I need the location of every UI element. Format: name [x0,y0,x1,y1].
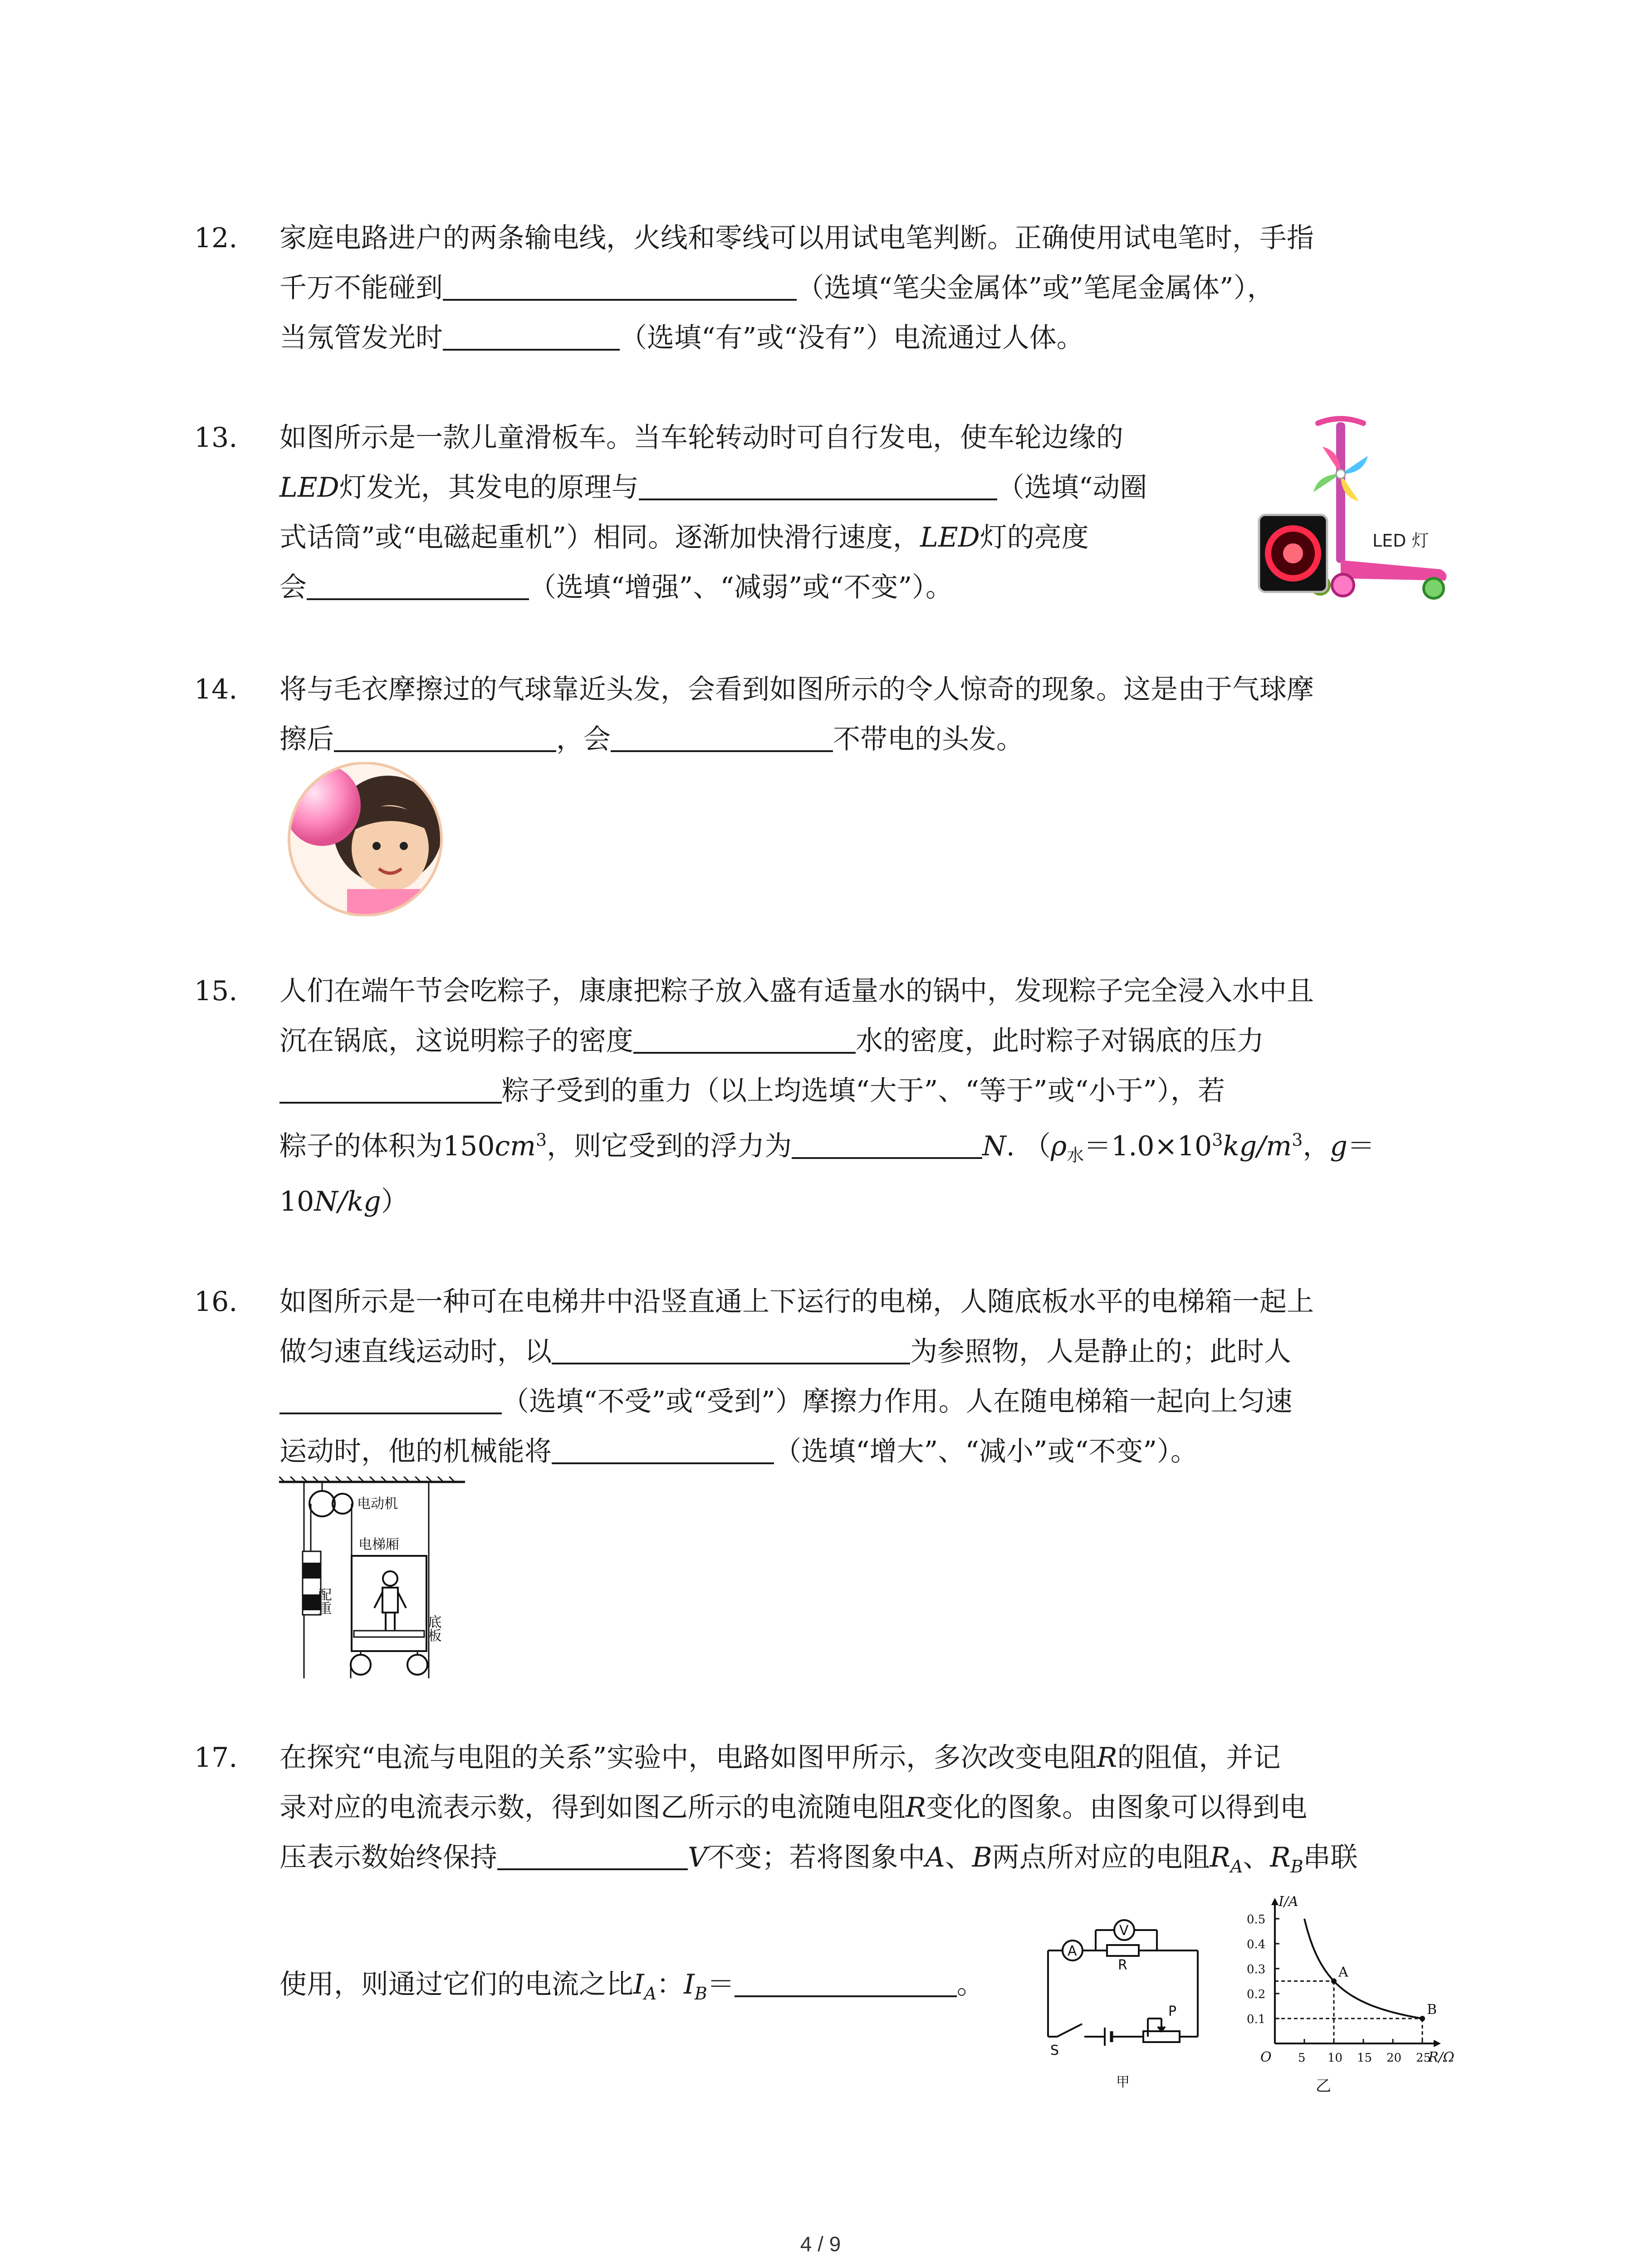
question-14: 14. 将与毛衣摩擦过的气球靠近头发，会看到如图所示的令人惊奇的现象。这是由于气球摩 擦后 ，会 不带电的头发。 [226,665,1452,764]
cabin-label: 电梯厢 [358,1537,399,1553]
slider-label: P [1168,2004,1177,2019]
answer-blank-3[interactable] [552,1431,774,1464]
y-axis-label: I/A [1279,1894,1298,1910]
answer-blank-2[interactable] [735,1964,957,1997]
y-tick-label: 0.5 [1247,1913,1266,1926]
resistor-label: R [1118,1957,1127,1973]
y-tick-label: 0.4 [1247,1938,1266,1951]
current-resistance-graph [1239,1892,1465,2096]
question-15: 15. 人们在端午节会吃粽子，康康把粽子放入盛有适量水的锅中，发现粽子完全浸入水中且 沉在锅底，这说明粽子的密度 水的密度，此时粽子对锅底的压力 粽子受到的重力（以上均选填“大于”、“等于”或“小于”），若 粽子的体积为$150cm^3$，则它受到的浮力为 N. （$\rho_水=1.0\times 10^3kg/m^3$，g＝ 10N/kg） [226,966,1452,1227]
circuit-diagram [1039,1919,1234,2091]
point-label: B [1427,2002,1437,2018]
y-tick-label: 0.2 [1247,1988,1266,2001]
motor-label: 电动机 [357,1496,398,1512]
answer-blank-1[interactable] [633,1020,856,1054]
question-12: 12. 家庭电路进户的两条输电线，火线和零线可以用试电笔判断。正确使用试电笔时，手指 千万不能碰到 （选填“笔尖金属体”或”笔尾金属体”）， 当氖管发光时 （选填“有”或“没有”）电流通过人体。 [226,213,1452,363]
answer-blank-1[interactable] [552,1331,910,1364]
question-17-last-line: 使用，则通过它们的电流之比$I_A$：$I_B=$ 。 [226,1960,1043,2009]
figure-caption-yi: 乙 [1316,2077,1331,2095]
floor-label: 底板 [425,1615,441,1642]
answer-blank-2[interactable] [611,719,833,752]
series-line [1304,1919,1422,2019]
question-number: 14. [194,674,238,705]
question-17: 17. 在探究“电流与电阻的关系”实验中，电路如图甲所示，多次改变电阻R的阻值，并记 录对应的电流表示数，得到如图乙所示的电流随电阻R变化的图象。由图象可以得到电 压表示数始终保持 V不变；若将图象中A、B两点所对应的电阻$R_A$、$R_B$串联 [226,1733,1452,1882]
answer-blank-2[interactable] [307,567,529,600]
voltmeter-label: V [1119,1923,1129,1939]
answer-blank-3[interactable] [792,1125,982,1159]
q12-line1: 家庭电路进户的两条输电线，火线和零线可以用试电笔判断。正确使用试电笔时，手指 [279,222,1314,254]
question-number: 16. [194,1286,238,1318]
answer-blank-2[interactable] [279,1381,502,1414]
answer-blank-2[interactable] [443,317,620,351]
balloon-hair-figure [279,762,451,916]
question-number: 17. [194,1742,238,1774]
point-label: A [1338,1964,1348,1980]
x-tick-label: 5 [1298,2051,1306,2065]
question-number: 12. [194,222,238,254]
answer-blank-1[interactable] [497,1837,688,1870]
counterweight-label: 配重 [315,1588,332,1615]
x-tick-label: 10 [1327,2051,1343,2065]
data-point [1331,1979,1337,1984]
question-16: 16. 如图所示是一种可在电梯井中沿竖直通上下运行的电梯，人随底板水平的电梯箱一起上 做匀速直线运动时，以 为参照物，人是静止的；此时人 （选填“不受”或“受到”）摩擦力作用。人在随电梯箱一起向上匀速 运动时，他的机械能将 （选填“增大”、“减小”或“不变”）。 [226,1277,1452,1476]
x-axis-label: R/Ω [1428,2049,1455,2065]
led-label: LED 灯 [1372,531,1429,551]
person-icon [374,1571,406,1631]
answer-blank-1[interactable] [334,719,556,752]
figure-caption-jia: 甲 [1116,2074,1130,2090]
answer-blank-2[interactable] [279,1070,502,1104]
x-tick-label: 25 [1416,2051,1431,2065]
y-tick-label: 0.3 [1247,1963,1266,1976]
ammeter-label: A [1068,1943,1077,1959]
y-tick-label: 0.1 [1247,2013,1266,2026]
question-number: 13. [194,422,238,454]
switch-label: S [1050,2043,1059,2058]
scooter-figure [1250,411,1459,619]
x-tick-label: 15 [1357,2051,1372,2065]
answer-blank-1[interactable] [639,467,997,500]
page-number: 4 / 9 [800,2232,841,2256]
answer-blank-1[interactable] [443,267,797,301]
question-number: 15. [194,975,238,1007]
x-tick-label: 20 [1386,2051,1402,2065]
elevator-figure [279,1476,470,1685]
question-13: 13. 如图所示是一款儿童滑板车。当车轮转动时可自行发电，使车轮边缘的 LED灯发光，其发电的原理与 （选填“动圈 式话筒”或“电磁起重机”）相同。逐渐加快滑行速度，LED灯的亮度 会 （选填“增强”、“减弱”或“不变”）。 [226,413,1269,612]
data-point [1420,2016,1425,2021]
origin-label: O [1260,2049,1272,2065]
